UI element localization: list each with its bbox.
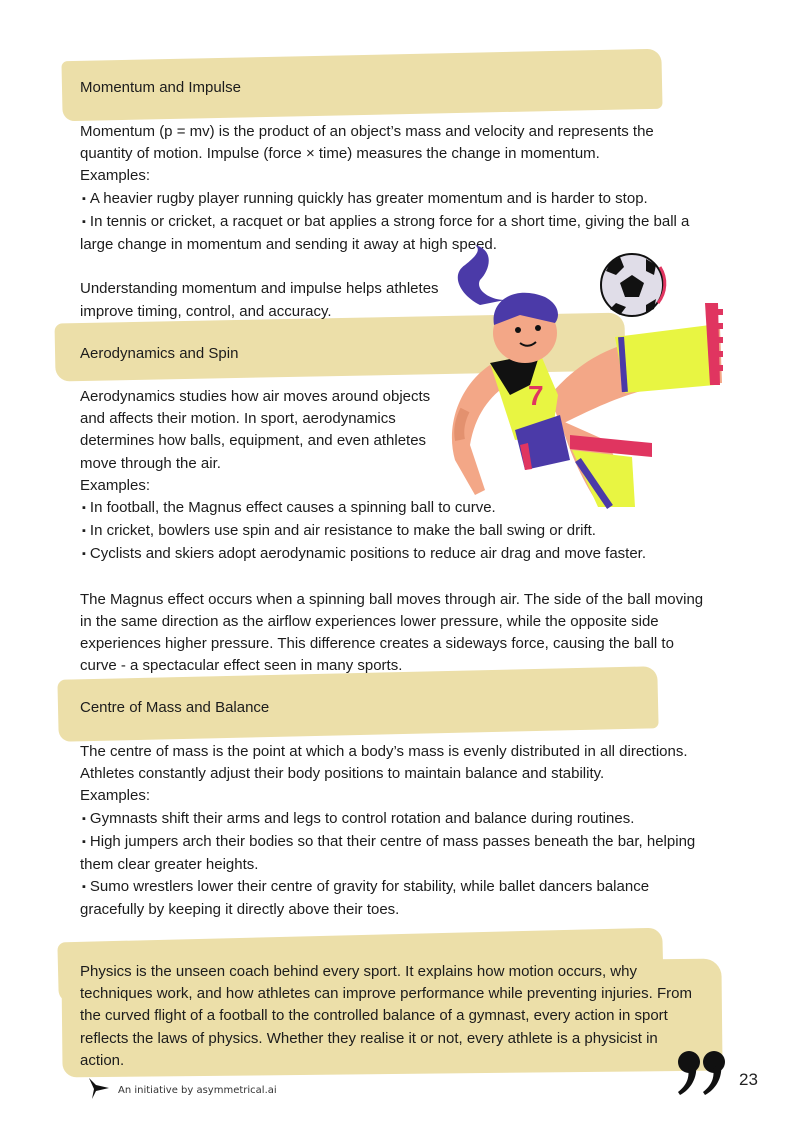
- conclusion-line: the curved flight of a football to the controlled balance of a gymnast, every action in sport: [80, 1007, 668, 1025]
- text-line: Examples:: [80, 167, 151, 185]
- text-line: in the same direction as the airflow experiences lower pressure, while the opposite side: [80, 613, 659, 631]
- bullet-item: ▪ A heavier rugby player running quickly has greater momentum and is harder to stop.: [80, 188, 689, 211]
- text-line: large change in momentum and sending it away at high speed.: [80, 236, 497, 254]
- section-heading-aerodynamics: Aerodynamics and Spin: [80, 345, 239, 362]
- paragraph-gap: [80, 567, 703, 589]
- footer-initiative-text: An initiative by asymmetrical.ai: [118, 1085, 277, 1096]
- section-heading-momentum: Momentum and Impulse: [80, 79, 241, 96]
- text-line: Momentum (p = mv) is the product of an object’s mass and velocity and represents the: [80, 123, 654, 140]
- text-line: The Magnus effect occurs when a spinning ball moves through air. The side of the ball moving: [80, 590, 704, 608]
- text-line: gracefully by keeping it directly above their toes.: [80, 901, 400, 919]
- bullet-item: ▪ High jumpers arch their bodies so that their centre of mass passes beneath the bar, helping: [80, 831, 695, 854]
- section-heading-centre-of-mass: Centre of Mass and Balance: [80, 699, 270, 716]
- closing-quote-icon: [676, 1018, 728, 1110]
- text-line: determines how balls, equipment, and even athletes: [80, 432, 427, 450]
- bullet-item: ▪ Gymnasts shift their arms and legs to control rotation and balance during routines.: [80, 808, 695, 831]
- conclusion-line: Physics is the unseen coach behind every sport. It explains how motion occurs, why: [80, 963, 637, 980]
- conclusion-line: action.: [80, 1051, 125, 1069]
- text-line: Athletes constantly adjust their body positions to maintain balance and stability.: [80, 765, 605, 783]
- text-line: move through the air.: [80, 454, 221, 472]
- section-body-centre-of-mass: [80, 741, 695, 922]
- text-line: Aerodynamics studies how air moves around objects: [80, 388, 431, 405]
- text-line: them clear greater heights.: [80, 856, 259, 874]
- bullet-item: ▪ In cricket, bowlers use spin and air resistance to make the ball swing or drift.: [80, 520, 703, 543]
- football-icon: [601, 254, 665, 316]
- bullet-item: ▪ Cyclists and skiers adopt aerodynamic positions to reduce air drag and move faster.: [80, 543, 703, 566]
- text-line: Examples:: [80, 476, 151, 494]
- footballer-illustration: [420, 245, 730, 515]
- text-line: experiences higher pressure. This difference creates a sideways force, causing the ball to: [80, 635, 674, 653]
- bird-arrow-logo-icon: [88, 1076, 110, 1105]
- bullet-item: ▪ In football, the Magnus effect causes a spinning ball to curve.: [80, 497, 703, 520]
- text-line: Examples:: [80, 787, 151, 805]
- text-line: The centre of mass is the point at which a body’s mass is evenly distributed in all directions.: [80, 743, 688, 760]
- text-line: and affects their motion. In sport, aerodynamics: [80, 410, 396, 428]
- svg-text:7: 7: [528, 380, 544, 411]
- text-line: improve timing, control, and accuracy.: [80, 302, 332, 320]
- text-line: Understanding momentum and impulse helps athletes: [80, 280, 439, 298]
- conclusion-text: [80, 961, 692, 1072]
- text-line: curve - a spectacular effect seen in many sports.: [80, 657, 403, 675]
- conclusion-line: techniques work, and how athletes can improve performance while preventing injuries. From: [80, 985, 692, 1003]
- text-line: quantity of motion. Impulse (force × time) measures the change in momentum.: [80, 145, 600, 163]
- page-number: 23: [739, 1070, 758, 1089]
- bullet-item: ▪ Sumo wrestlers lower their centre of gravity for stability, while ballet dancers balance: [80, 876, 695, 899]
- conclusion-line: reflects the laws of physics. Whether they realise it or not, every athlete is a physicist in: [80, 1029, 658, 1047]
- bullet-item: ▪ In tennis or cricket, a racquet or bat applies a strong force for a short time, giving the ball a: [80, 211, 689, 234]
- footer: [88, 1076, 277, 1105]
